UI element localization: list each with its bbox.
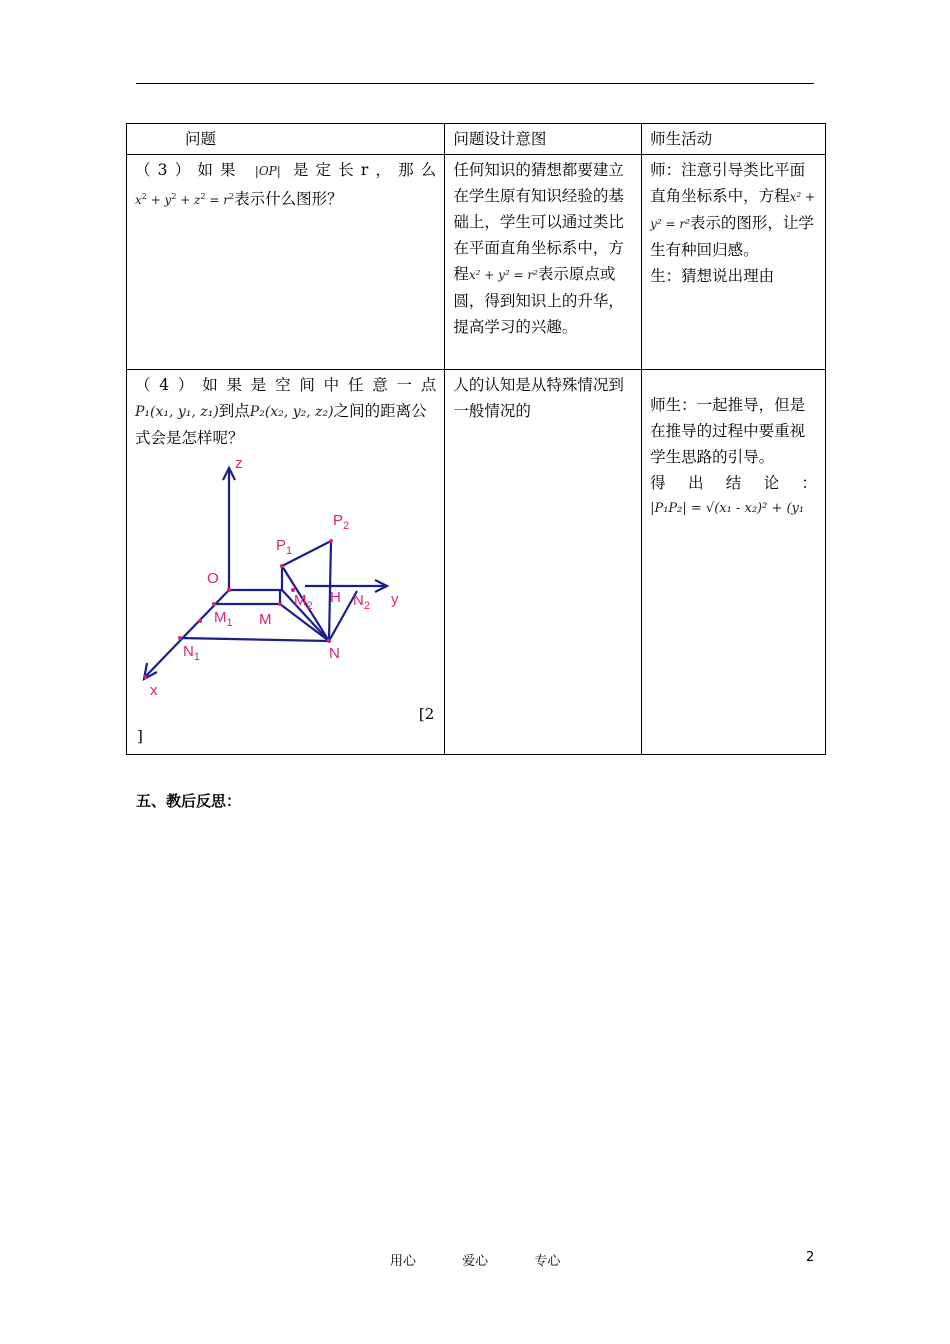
figure-lines <box>144 468 387 679</box>
label-h: H <box>330 589 341 606</box>
distance-formula: |P₁P₂| = √(x₁ - x₂)² + (y₁ <box>650 501 805 516</box>
label-m2: $M_2$ <box>294 592 313 612</box>
label-o: O <box>207 570 219 587</box>
sphere-equation: $x^2 + y^2 + z^2 = r^2$ <box>135 192 235 207</box>
footer-motto <box>390 1250 582 1269</box>
activity-cell-4: 师生：一起推导，但是在推导的过程中要重视学生思路的引导。 得出结论： |P₁P₂| = √(x₁ - x₂)² + (y₁ <box>642 370 826 755</box>
coordinate-figure <box>135 451 415 701</box>
question-4-line2: P₁(x₁, y₁, z₁)到点P₂(x₂, y₂, z₂)之间的距离公式会是怎样呢？ <box>135 402 427 447</box>
header-rule <box>136 83 814 84</box>
label-m1: $M_1$ <box>214 609 233 629</box>
point-p2 <box>329 539 333 543</box>
point-p1 <box>280 564 284 568</box>
footer-word: 用心 <box>390 1254 417 1269</box>
table-row <box>127 155 826 370</box>
label-p2: $P_2$ <box>333 512 350 532</box>
page-number: 2 <box>806 1250 815 1265</box>
citation <box>135 701 436 749</box>
label-y: y <box>391 591 399 608</box>
intent-cell-3: 任何知识的猜想都要建立在学生原有知识经验的基础上，学生可以通过类比在平面直角坐标系中，方程x² + y² = r²表示原点或圆，得到知识上的升华，提高学习的兴趣。 <box>445 155 642 370</box>
label-n: N <box>329 645 340 662</box>
point-n1 <box>178 636 182 640</box>
citation-close: ] <box>137 727 143 745</box>
table-header-row <box>127 124 826 155</box>
question-cell-4 <box>127 370 445 755</box>
question-cell-3 <box>127 155 445 370</box>
m-n <box>280 604 329 641</box>
label-n2: $N_2$ <box>353 592 370 612</box>
point-x <box>143 675 147 679</box>
figure-labels <box>150 455 399 699</box>
label-x: x <box>150 682 158 699</box>
intent-cell-4: 人的认知是从特殊情况到一般情况的 <box>445 370 642 755</box>
question-3-line2: $x^2 + y^2 + z^2 = r^2$表示什么图形？ <box>135 190 343 208</box>
label-n1: $N_1$ <box>183 643 200 663</box>
citation-open: [2 <box>418 705 435 723</box>
conclusion-label: 得出结论： <box>650 474 817 492</box>
label-z: z <box>235 455 243 472</box>
point-o <box>227 588 231 592</box>
lesson-table <box>126 123 826 755</box>
header-activity: 师生活动 <box>642 124 826 155</box>
footer-word: 专心 <box>534 1254 561 1269</box>
figure-points <box>143 539 333 679</box>
point-m1 <box>212 602 216 606</box>
label-m: M <box>259 611 272 628</box>
line-n1-n <box>180 638 328 641</box>
question-3-line1: （3）如果 |OP| 是定长r，那么 <box>135 161 437 179</box>
header-question: 问题 <box>127 124 445 155</box>
header-intent: 问题设计意图 <box>445 124 642 155</box>
point-n <box>327 639 331 643</box>
label-p1: $P_1$ <box>276 537 293 557</box>
question-4-line1: （4）如果是空间中任意一点 <box>135 376 437 394</box>
point-mid-x <box>198 619 202 623</box>
activity-cell-3: 师：注意引导类比平面直角坐标系中，方程x² + y² = r²表示的图形，让学生有种回归感。 生：猜想说出理由 <box>642 155 826 370</box>
reflection-heading: 五、教后反思： <box>136 792 242 810</box>
point-m <box>278 602 282 606</box>
footer-word: 爱心 <box>462 1254 489 1269</box>
table-row <box>127 370 826 755</box>
